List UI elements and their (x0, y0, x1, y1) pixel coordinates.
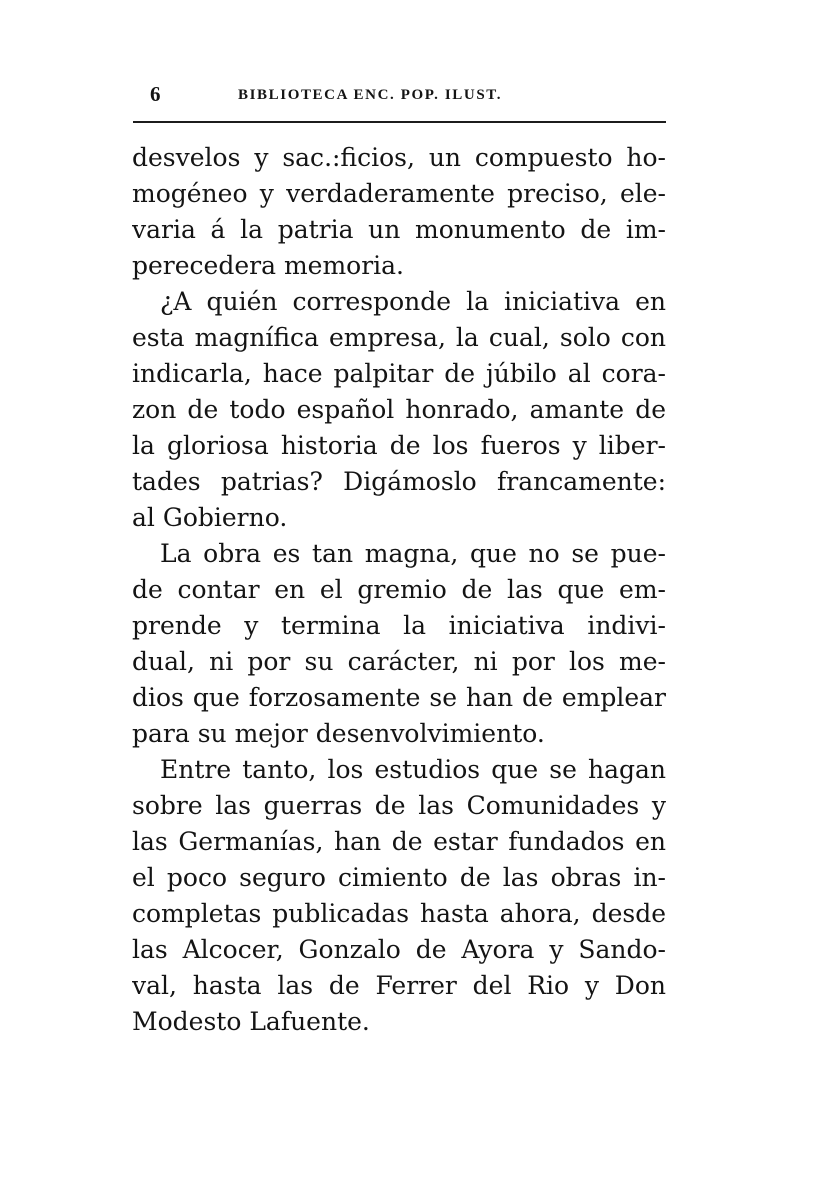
text-line: el poco seguro cimiento de las obras in- (132, 863, 666, 892)
text-line: completas publicadas hasta ahora, desde (132, 899, 666, 928)
text-line: sobre las guerras de las Comunidades y (132, 791, 666, 820)
text-line: al Gobierno. (132, 503, 288, 532)
text-line: esta magnífica empresa, la cual, solo con (132, 323, 666, 352)
text-line: para su mejor desenvolvimiento. (132, 719, 545, 748)
text-line: prende y termina la iniciativa indivi- (132, 611, 666, 640)
body-text (132, 140, 666, 1040)
text-line: dual, ni por su carácter, ni por los me- (132, 647, 666, 676)
text-line: perecedera memoria. (132, 251, 404, 280)
running-head (150, 82, 660, 106)
paragraph (132, 536, 666, 752)
text-line: indicarla, hace palpitar de júbilo al cora- (132, 359, 666, 388)
paragraph (132, 752, 666, 1040)
text-line: varia á la patria un monumento de im- (132, 215, 666, 244)
text-line: de contar en el gremio de las que em- (132, 575, 666, 604)
text-line: la gloriosa historia de los fueros y liber- (132, 431, 666, 460)
text-line: las Alcocer, Gonzalo de Ayora y Sando- (132, 935, 666, 964)
text-line: las Germanías, han de estar fundados en (132, 827, 666, 856)
text-line: mogéneo y verdaderamente preciso, ele- (132, 179, 666, 208)
text-line: zon de todo español honrado, amante de (132, 395, 666, 424)
text-line: Modesto Lafuente. (132, 1007, 370, 1036)
text-line: ¿A quién corresponde la iniciativa en (160, 287, 666, 316)
text-line: dios que forzosamente se han de emplear (132, 683, 666, 712)
text-line: desvelos y sac.:ficios, un compuesto ho- (132, 143, 666, 172)
text-line: tades patrias? Digámoslo francamente: (132, 467, 666, 496)
running-title: BIBLIOTECA ENC. POP. ILUST. (238, 87, 503, 103)
page-number: 6 (150, 82, 161, 106)
paragraph (132, 140, 666, 284)
paragraph (132, 284, 666, 536)
text-line: Entre tanto, los estudios que se hagan (160, 755, 666, 784)
text-line: La obra es tan magna, que no se pue- (160, 539, 666, 568)
text-line: val, hasta las de Ferrer del Rio y Don (132, 971, 666, 1000)
header-rule (133, 121, 666, 123)
